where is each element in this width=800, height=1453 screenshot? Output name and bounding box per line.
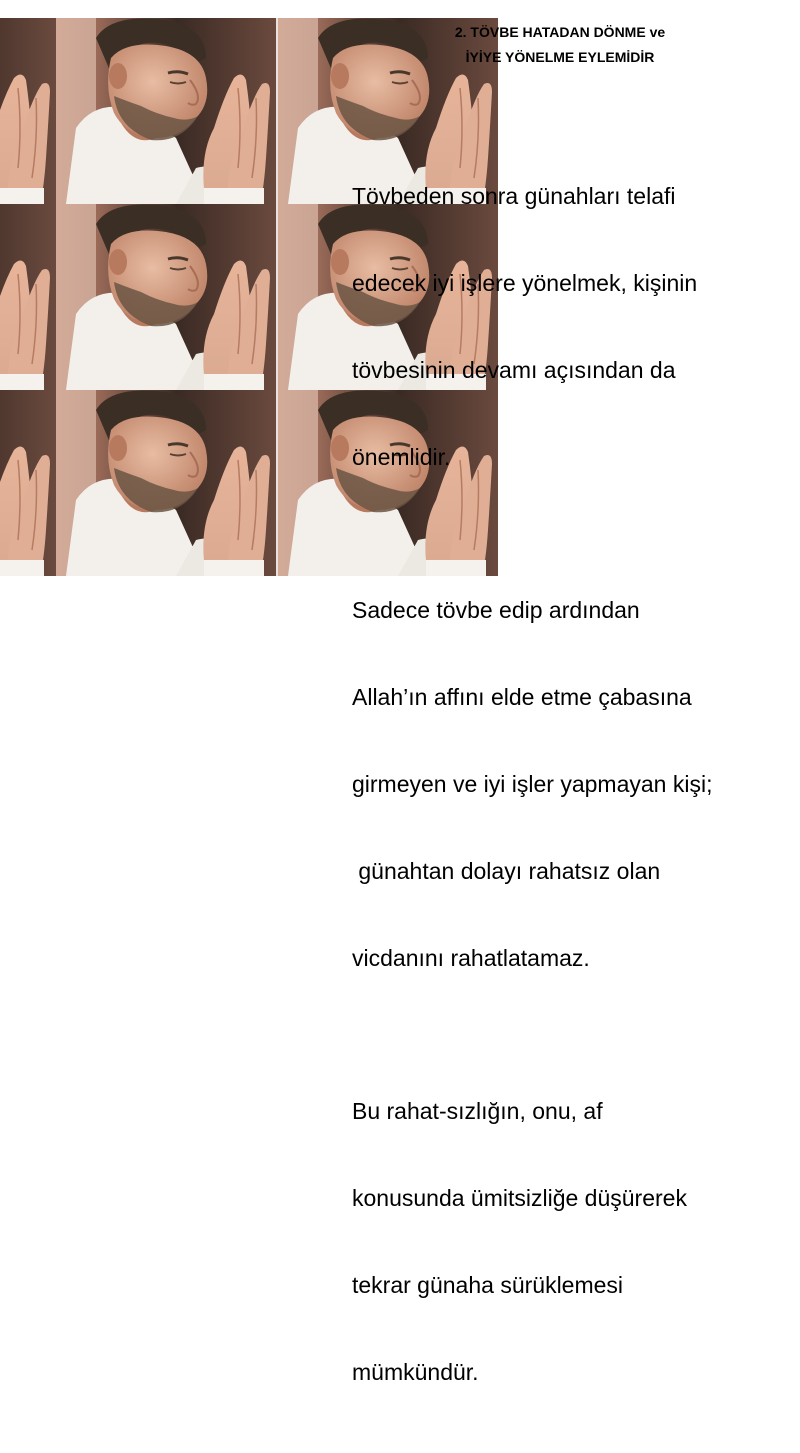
text-line: konusunda ümitsizliğe düşürerek [352, 1185, 687, 1211]
photo-tile [16, 390, 56, 576]
photo-tile [278, 390, 318, 576]
photo-tile [278, 204, 318, 390]
paragraph [352, 1039, 784, 1445]
photo-tile [56, 18, 276, 204]
praying-man-photo [56, 390, 276, 576]
text-line: Bu rahat-sızlığın, onu, af [352, 1098, 603, 1124]
praying-man-photo [16, 18, 56, 204]
praying-man-photo [278, 390, 318, 576]
title-line: 2. TÖVBE HATADAN DÖNME ve [454, 24, 666, 40]
text-line: günahtan dolayı rahatsız olan [352, 858, 661, 884]
praying-man-photo [56, 204, 276, 390]
text-line: Tövbeden sonra günahları telafi [352, 183, 676, 209]
title-line: İYİYE YÖNELME EYLEMİDİR [465, 49, 655, 65]
praying-man-photo [16, 390, 56, 576]
slide-body [352, 124, 784, 1453]
text-line: tövbesinin devamı açısından da [352, 357, 676, 383]
paragraph [352, 538, 784, 1031]
photo-tile [16, 204, 56, 390]
praying-man-photo [16, 204, 56, 390]
text-line: Allah’ın affını elde etme çabasına [352, 684, 692, 710]
slide-title [340, 20, 780, 70]
text-line: mümkündür. [352, 1359, 479, 1385]
photo-tile [278, 18, 318, 204]
praying-man-photo [278, 18, 318, 204]
text-line: edecek iyi işlere yönelmek, kişinin [352, 270, 698, 296]
paragraph [352, 124, 784, 530]
praying-man-photo [56, 18, 276, 204]
praying-man-photo [278, 204, 318, 390]
photo-tile [16, 18, 56, 204]
text-line: tekrar günaha sürüklemesi [352, 1272, 624, 1298]
text-line: girmeyen ve iyi işler yapmayan kişi; [352, 771, 713, 797]
photo-tile [56, 390, 276, 576]
text-line: Sadece tövbe edip ardından [352, 597, 640, 623]
praying-man-photo-collage [16, 18, 318, 576]
text-line: vicdanını rahatlatamaz. [352, 945, 590, 971]
photo-tile [56, 204, 276, 390]
text-line: önemlidir. [352, 444, 451, 470]
